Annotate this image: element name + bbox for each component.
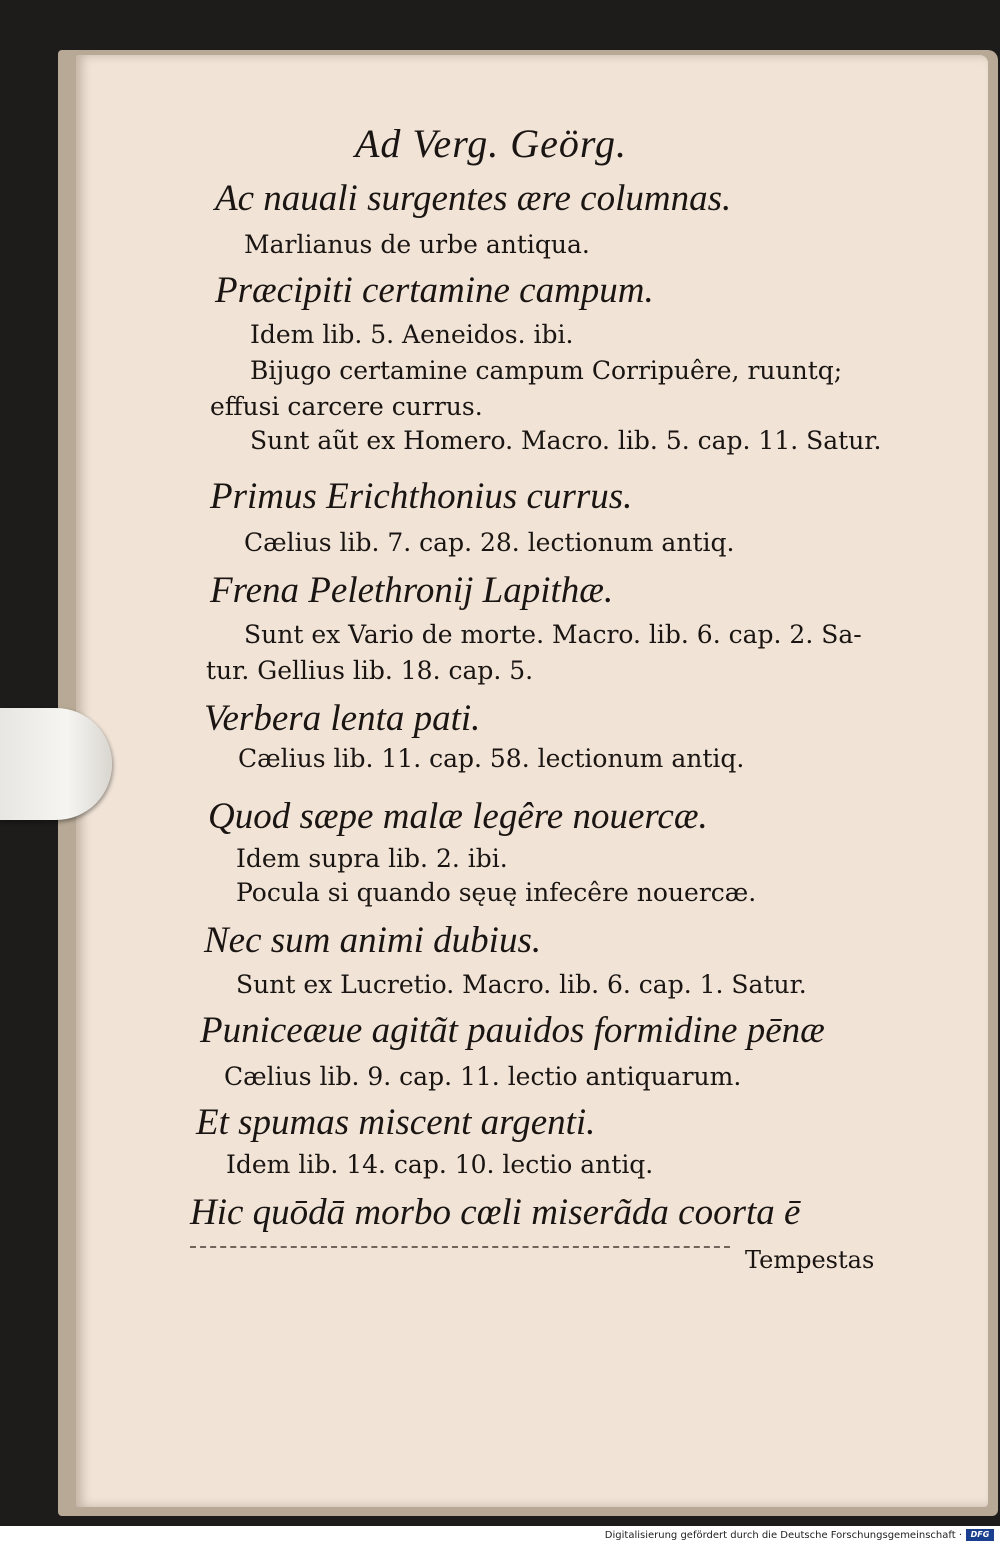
verse-line: Verbera lenta pati. bbox=[204, 698, 481, 739]
verse-line: Frena Pelethronij Lapithæ. bbox=[210, 570, 614, 611]
reference-line: Cælius lib. 11. cap. 58. lectionum antiq. bbox=[238, 744, 745, 773]
catchword: Tempestas bbox=[745, 1246, 875, 1274]
verse-line: Primus Erichthonius currus. bbox=[210, 476, 633, 517]
reference-line: effusi carcere currus. bbox=[210, 392, 483, 421]
reference-line: Sunt aũt ex Homero. Macro. lib. 5. cap. 11. Satur. bbox=[250, 426, 882, 455]
reference-line: tur. Gellius lib. 18. cap. 5. bbox=[206, 656, 534, 685]
verse-line: Ac nauali surgentes ære columnas. bbox=[215, 178, 732, 219]
reference-line: Sunt ex Lucretio. Macro. lib. 6. cap. 1. Satur. bbox=[236, 970, 807, 999]
reference-line: Idem supra lib. 2. ibi. bbox=[236, 844, 508, 873]
reference-line: Idem lib. 14. cap. 10. lectio antiq. bbox=[226, 1150, 654, 1179]
reference-line: Cælius lib. 7. cap. 28. lectionum antiq. bbox=[244, 528, 735, 557]
footer-credit: Digitalisierung gefördert durch die Deutsche Forschungsgemeinschaft · bbox=[604, 1530, 962, 1541]
bottom-rule bbox=[190, 1246, 730, 1248]
verse-line: Nec sum animi dubius. bbox=[204, 920, 542, 961]
verse-line: Hic quōdā morbo cœli miserãda coorta ē bbox=[190, 1192, 801, 1233]
running-head: Ad Verg. Geörg. bbox=[355, 121, 627, 166]
reference-line: Pocula si quando sęuę infecêre nouercæ. bbox=[236, 878, 757, 907]
verse-line: Præcipiti certamine campum. bbox=[215, 270, 654, 311]
reference-line: Cælius lib. 9. cap. 11. lectio antiquarum. bbox=[224, 1062, 742, 1091]
reference-line: Marlianus de urbe antiqua. bbox=[244, 230, 590, 259]
reference-line: Bijugo certamine campum Corripuêre, ruuntq; bbox=[250, 356, 843, 385]
reference-line: Sunt ex Vario de morte. Macro. lib. 6. cap. 2. Sa- bbox=[244, 620, 862, 649]
verse-line: Puniceæue agitãt pauidos formidine pēnæ bbox=[200, 1010, 825, 1051]
verse-line: Et spumas miscent argenti. bbox=[196, 1102, 596, 1143]
reference-line: Idem lib. 5. Aeneidos. ibi. bbox=[250, 320, 574, 349]
page-clip bbox=[0, 708, 112, 820]
dfg-logo-icon: DFG bbox=[966, 1529, 994, 1541]
verse-line: Quod sæpe malæ legêre nouercæ. bbox=[208, 796, 708, 837]
